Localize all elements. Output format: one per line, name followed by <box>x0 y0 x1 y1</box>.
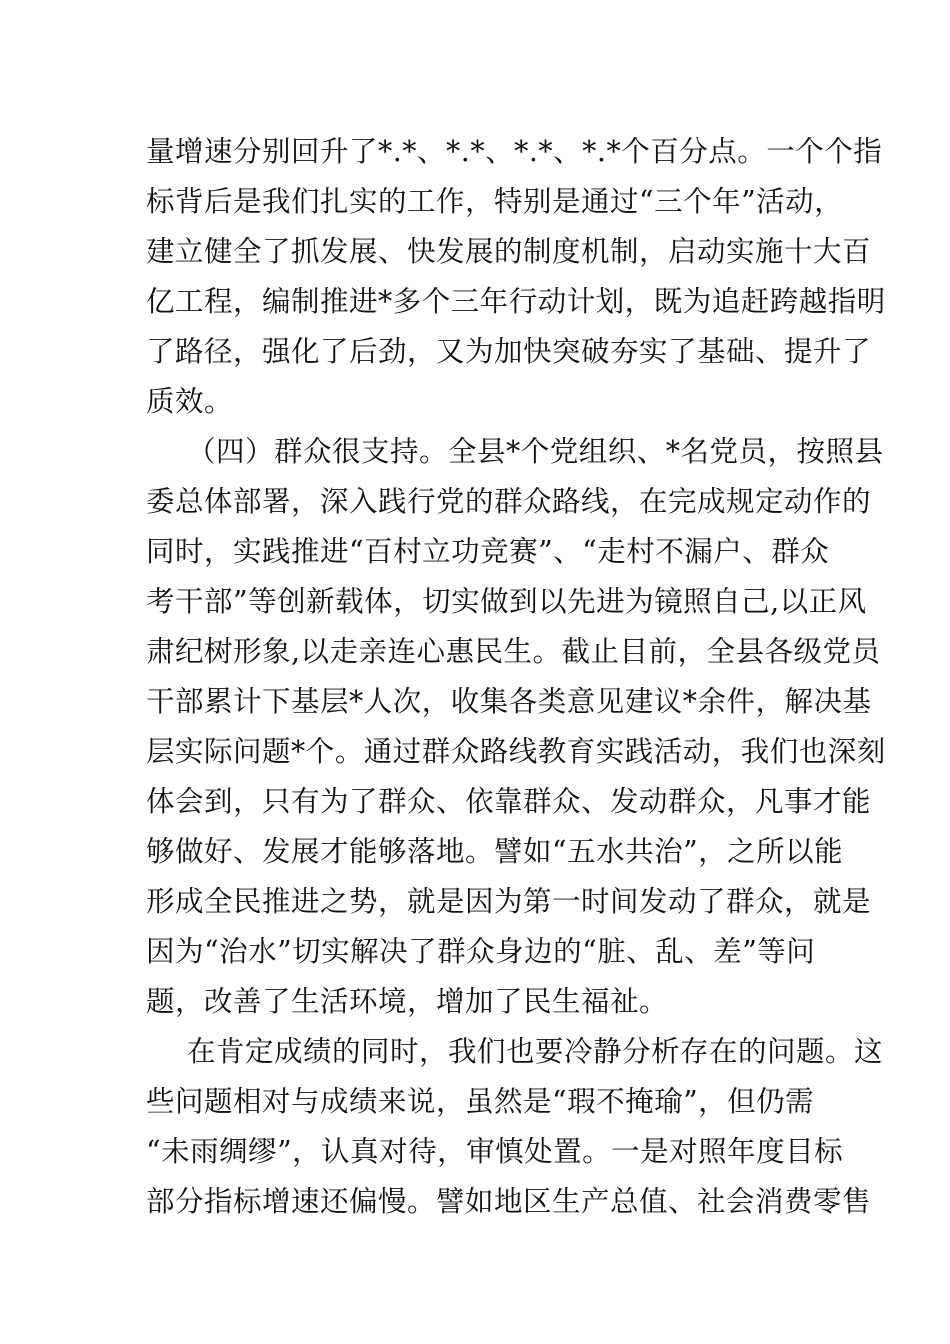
problems-line-4: 部分指标增速还偏慢。譬如地区生产总值、社会消费零售 <box>146 1185 872 1218</box>
section-four-line-10: 形成全民推进之势，就是因为第一时间发动了群众，就是 <box>146 885 872 918</box>
section-four-line-3: 同时，实践推进“百村立功竞赛”、“走村不漏户、群众 <box>146 535 830 568</box>
paragraph-line-6: 质效。 <box>146 385 234 418</box>
problems-line-1: 在肯定成绩的同时，我们也要冷静分析存在的问题。这 <box>187 1035 884 1068</box>
section-four-line-6: 干部累计下基层*人次，收集各类意见建议*余件，解决基 <box>146 685 872 718</box>
section-four-line-7: 层实际问题*个。通过群众路线教育实践活动，我们也深刻 <box>146 735 886 768</box>
section-four-line-1: （四）群众很支持。全县*个党组织、*名党员，按照县 <box>187 435 884 468</box>
section-four-line-11: 因为“治水”切实解决了群众身边的“脏、乱、差”等问 <box>146 935 816 968</box>
section-four-line-9: 够做好、发展才能够落地。譬如“五水共治”，之所以能 <box>146 835 844 868</box>
section-four-line-4: 考干部”等创新载体，切实做到以先进为镜照自己,以正风 <box>146 585 867 618</box>
problems-line-2: 些问题相对与成绩来说，虽然是“瑕不掩瑜”，但仍需 <box>146 1085 815 1118</box>
section-four-line-5: 肃纪树形象,以走亲连心惠民生。截止目前，全县各级党员 <box>146 635 881 668</box>
paragraph-line-2: 标背后是我们扎实的工作，特别是通过“三个年”活动， <box>146 185 844 218</box>
problems-line-3: “未雨绸缪”，认真对待，审慎处置。一是对照年度目标 <box>146 1135 844 1168</box>
section-four-line-12: 题，改善了生活环境，增加了民生福祉。 <box>146 985 669 1018</box>
paragraph-line-3: 建立健全了抓发展、快发展的制度机制，启动实施十大百 <box>146 235 872 268</box>
paragraph-line-4: 亿工程，编制推进*多个三年行动计划，既为追赶跨越指明 <box>146 285 886 318</box>
paragraph-line-1: 量增速分别回升了*.*、*.*、*.*、*.*个百分点。一个个指 <box>146 135 883 168</box>
section-four-line-2: 委总体部署，深入践行党的群众路线，在完成规定动作的 <box>146 485 872 518</box>
section-four-line-8: 体会到，只有为了群众、依靠群众、发动群众，凡事才能 <box>146 785 872 818</box>
paragraph-line-5: 了路径，强化了后劲，又为加快突破夯实了基础、提升了 <box>146 335 872 368</box>
